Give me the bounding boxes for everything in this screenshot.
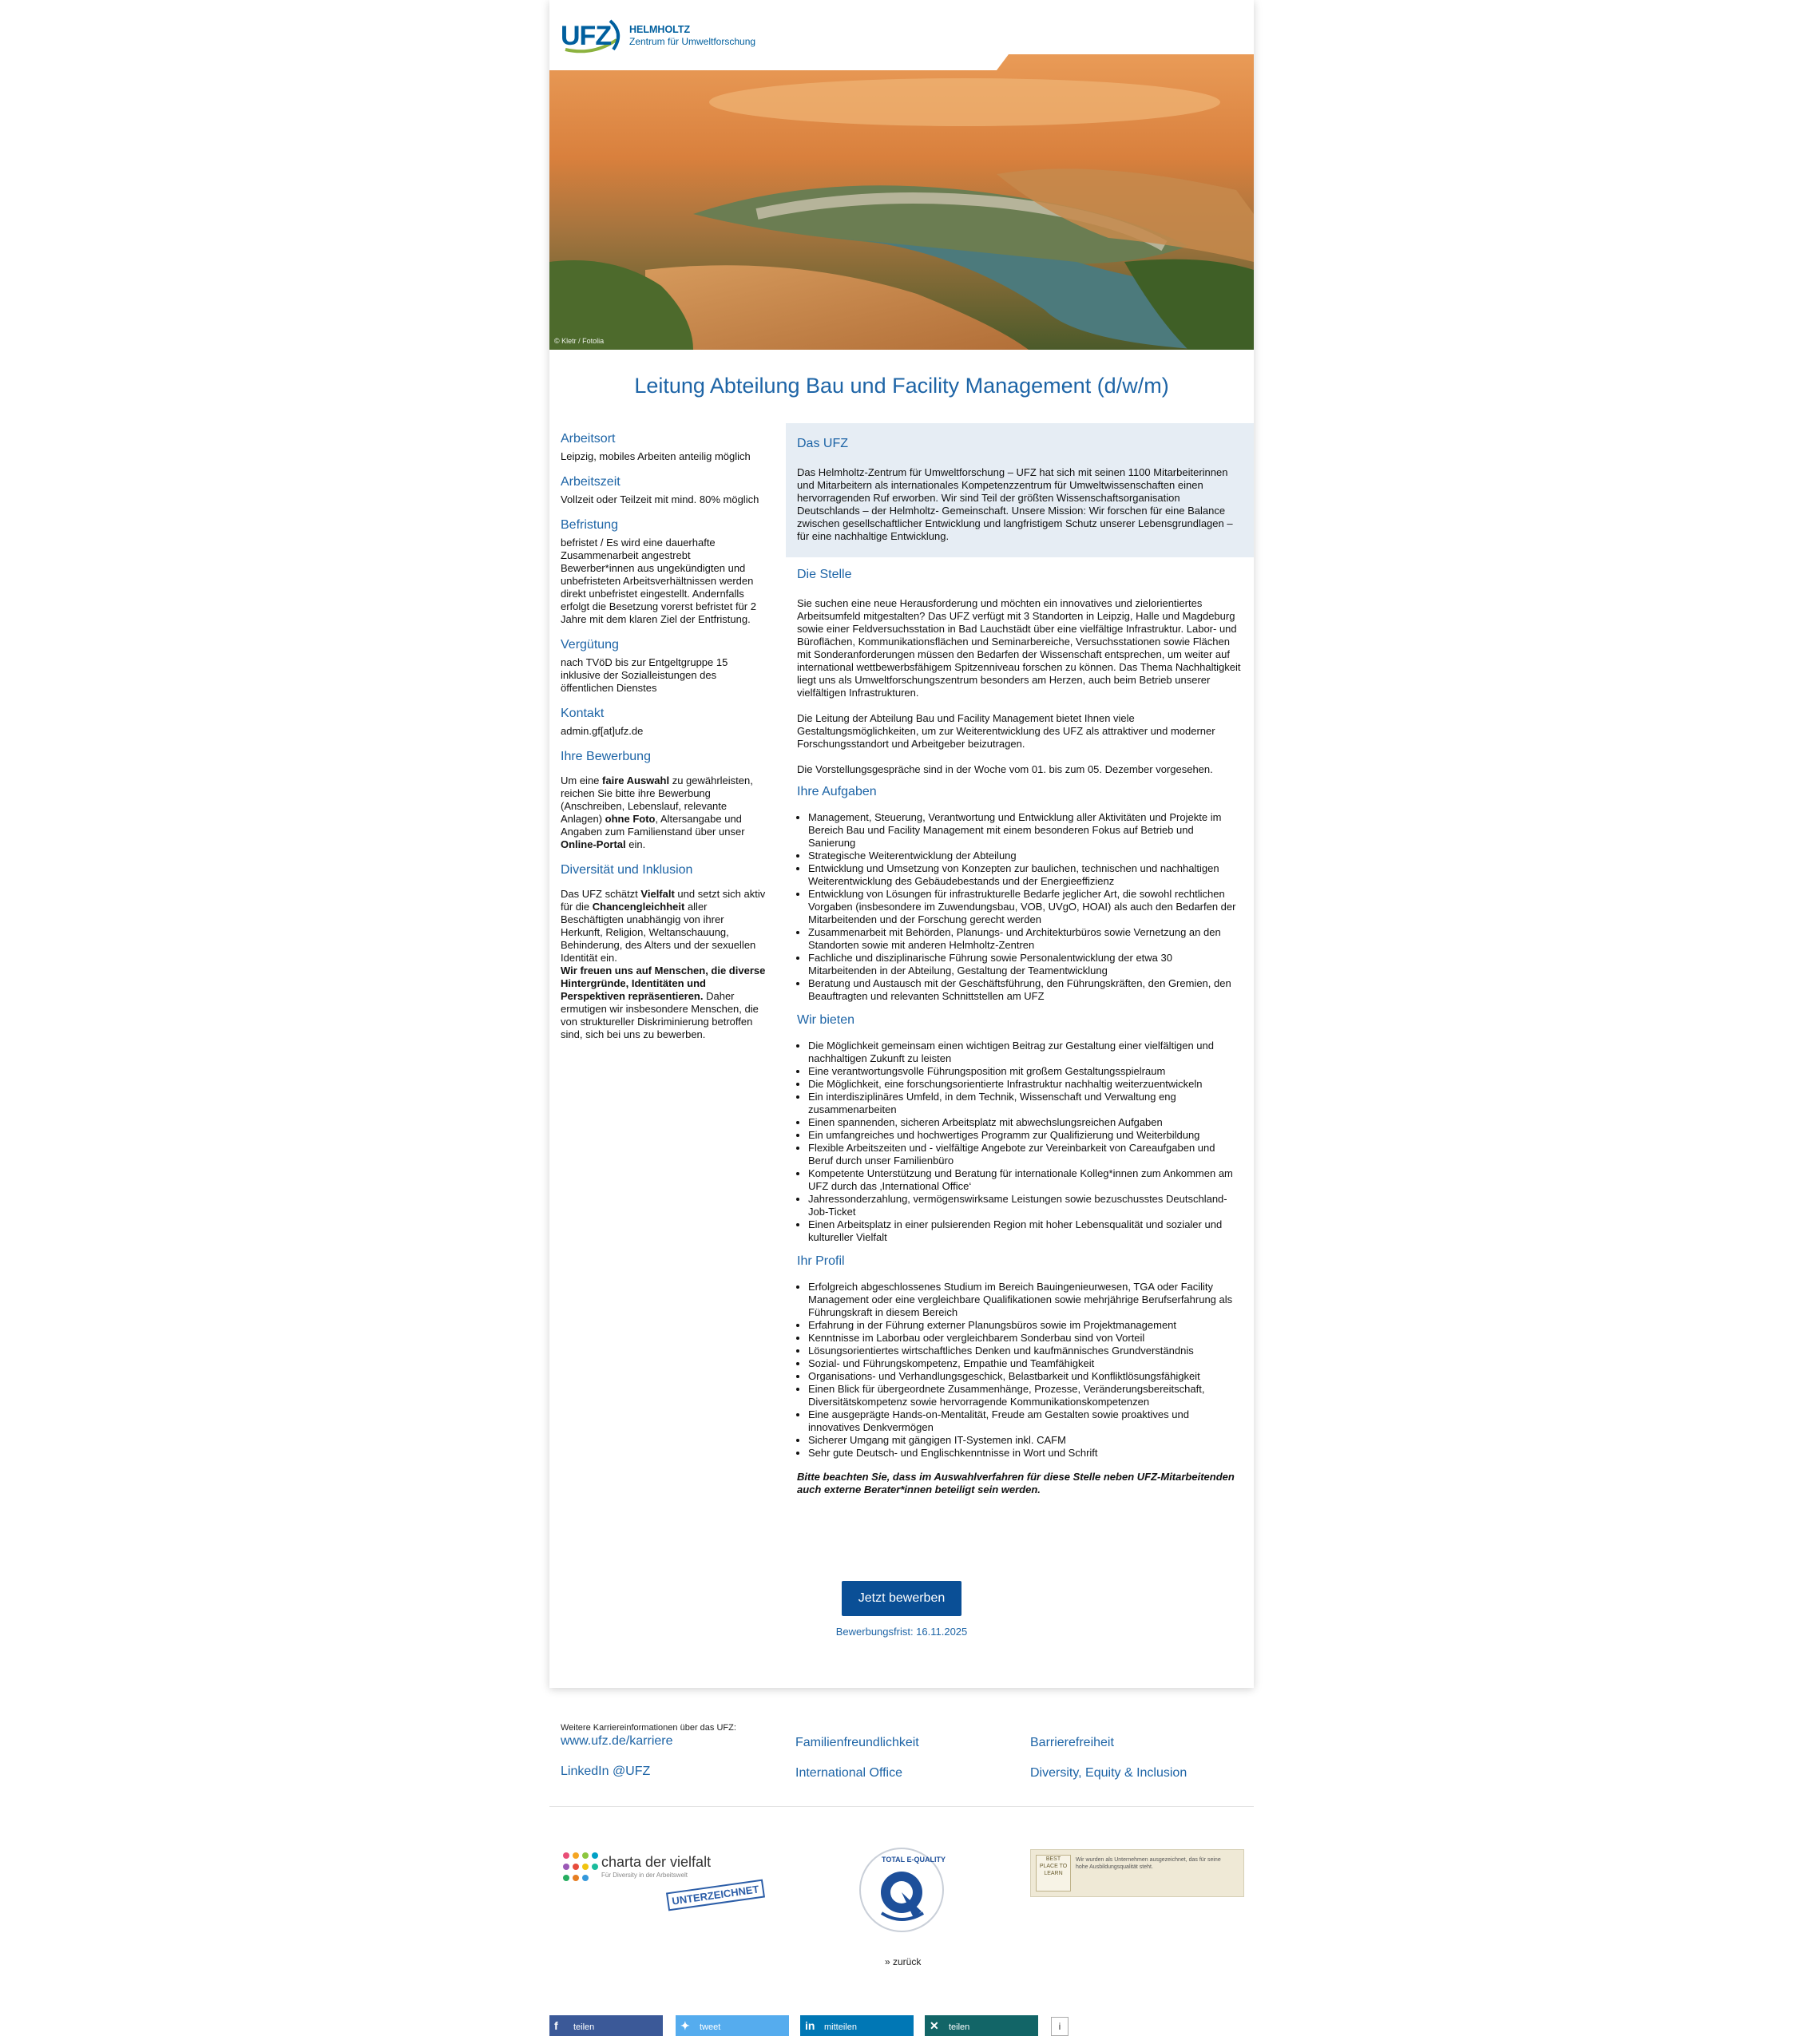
sidebar-info (561, 433, 767, 1054)
profil-item: • Sehr gute Deutsch- und Englischkenntnisse in Wort und Schrift (808, 1447, 1243, 1460)
ufz-text: Das Helmholtz-Zentrum für Umweltforschung – UFZ hat sich mit seinen 1100 Mitarbeiterinnen und Mitarbeitern als internationales Kompetenzzentrum für Umweltwissenschaften einen hervorragenden Ruf erworben. Wir sind Teil der größten Wissenschaftsorganisation Deutschlands – der Helmholtz- Gemeinschaft. Unsere Mission: Wir forschen für eine Balance zwischen gesellschaftlicher Entwicklung und langfristigem Schutz unserer Lebensgrundlagen – für eine nachhaltige Entwicklung. (797, 466, 1233, 542)
text-span: Daher ermutigen wir insbesondere Menschen, die von struktureller Diskriminierung betroffen sind, sich bei uns zu bewerben. (561, 990, 759, 1040)
diversitaet-text (561, 888, 767, 1041)
profil-item: • Eine ausgeprägte Hands-on-Mentalität, Freude am Gestalten sowie proaktives und innovatives Denkvermögen (808, 1408, 1243, 1434)
bold-span: Vielfalt (640, 888, 675, 900)
linkedin-link[interactable]: LinkedIn @UFZ (561, 1765, 651, 1778)
profil-item: • Einen Blick für übergeordnete Zusammenhänge, Prozesse, Veränderungsbereitschaft, Diversitätskompetenz sowie hervorragende Kommunikationskompetenzen (808, 1383, 1243, 1408)
aufgaben-item: • Beratung und Austausch mit der Geschäftsführung, den Führungskräften, den Gremien, den Beauftragten und relevanten Schnittstellen am UFZ (808, 977, 1243, 1003)
diversitaet-label: Diversität und Inklusion (561, 863, 693, 877)
bold-span: Chancengleichheit (592, 901, 685, 913)
main-content (786, 423, 1254, 1509)
barrierefreiheit-link[interactable]: Barrierefreiheit (1030, 1736, 1114, 1749)
text-span: ein. (625, 838, 646, 850)
total-e-quality-label: TOTAL E-QUALITY (882, 1856, 946, 1864)
charta-der-vielfalt-badge[interactable] (561, 1851, 777, 1915)
bewerbung-label: Ihre Bewerbung (561, 750, 651, 763)
bewerbung-text (561, 774, 767, 851)
bp-text: Wir wurden als Unternehmen ausgezeichnet, das für seine hohe Ausbildungsqualität steht. (1076, 1857, 1221, 1870)
text-span: Um eine (561, 774, 603, 786)
share-info-button[interactable]: i (1051, 2017, 1069, 2036)
linkedin-share-button[interactable] (800, 2015, 914, 2036)
aufgaben-section (786, 786, 1254, 1003)
logo-line2: Zentrum für Umweltforschung (629, 36, 756, 47)
bieten-item: • Eine verantwortungsvolle Führungsposition mit großem Gestaltungsspielraum (808, 1065, 1243, 1078)
bieten-section (786, 1014, 1254, 1244)
aufgaben-item: • Zusammenarbeit mit Behörden, Planungs- und Architekturbüros sowie Vernetzung an den Standorten sowie mit anderen Helmholtz-Zentren (808, 926, 1243, 952)
kontakt-email[interactable]: admin.gf[at]ufz.de (561, 725, 644, 737)
profil-list (797, 1281, 1243, 1460)
job-card (549, 0, 1254, 1688)
online-portal-link[interactable]: Online-Portal (561, 838, 626, 850)
facebook-icon: f (554, 2019, 558, 2032)
bieten-item: • Ein umfangreiches und hochwertiges Programm zur Qualifizierung und Weiterbildung (808, 1129, 1243, 1142)
landscape-image (549, 54, 1254, 350)
dei-link[interactable]: Diversity, Equity & Inclusion (1030, 1766, 1187, 1780)
verguetung-value: nach TVöD bis zur Entgeltgruppe 15 inklusive der Sozialleistungen des öffentlichen Dienstes (561, 656, 728, 694)
aufgaben-item: • Entwicklung von Lösungen für infrastrukturelle Bedarfe jeglicher Art, die sowohl rechtlichen Vorgaben (insbesondere im Zuwendungsbau, VOB, UVgO, HOAI) als auch den Bedarfen der Mitarbeitenden und der Forschung gerecht werden (808, 888, 1243, 926)
aufgaben-item: • Management, Steuerung, Verantwortung und Entwicklung aller Aktivitäten und Projekte im Bereich Bau und Facility Management mit einem besonderen Fokus auf Betrieb und Sanierung (808, 811, 1243, 850)
kontakt-label: Kontakt (561, 707, 605, 720)
aufgaben-item: • Strategische Weiterentwicklung der Abteilung (808, 850, 1243, 862)
stelle-section (786, 557, 1254, 776)
charta-dots-icon (561, 1851, 600, 1884)
aufgaben-item: • Fachliche und disziplinarische Führung sowie Personalentwicklung der etwa 30 Mitarbeitenden in der Abteilung, Gestaltung der Teamentwicklung (808, 952, 1243, 977)
arbeitszeit-label: Arbeitszeit (561, 475, 620, 489)
aufgaben-list (797, 811, 1243, 1003)
total-e-quality-badge[interactable] (858, 1846, 946, 1934)
footer-intro: Weitere Karriereinformationen über das UFZ: (561, 1723, 736, 1733)
profil-item: • Organisations- und Verhandlungsgeschick, Belastbarkeit und Konfliktlösungsfähigkeit (808, 1370, 1243, 1383)
bold-span: ohne Foto (605, 813, 656, 825)
bieten-item: • Jahressonderzahlung, vermögenswirksame Leistungen sowie bezuschusstes Deutschland-Job-Ticket (808, 1193, 1243, 1218)
arbeitsort-label: Arbeitsort (561, 432, 616, 446)
bieten-item: • Einen spannenden, sicheren Arbeitsplatz mit abwechslungsreichen Aufgaben (808, 1116, 1243, 1129)
text-span: Das UFZ schätzt (561, 888, 641, 900)
bieten-item: • Die Möglichkeit gemeinsam einen wichtigen Beitrag zur Gestaltung einer vielfältigen und nachhaltigen Zukunft zu leisten (808, 1040, 1243, 1065)
xing-share-button[interactable] (925, 2015, 1038, 2036)
logo-brand: UFZ (561, 21, 612, 51)
facebook-share-label: teilen (573, 2022, 595, 2032)
bieten-item: • Die Möglichkeit, eine forschungsorientierte Infrastruktur nachhaltig weiterzuentwickeln (808, 1078, 1243, 1091)
profil-item: • Sozial- und Führungskompetenz, Empathie und Teamfähigkeit (808, 1357, 1243, 1370)
twitter-share-label: tweet (700, 2022, 721, 2032)
bieten-item: • Einen Arbeitsplatz in einer pulsierenden Region mit hoher Lebensqualität und sozialer und kultureller Vielfalt (808, 1218, 1243, 1244)
bold-span: faire Auswahl (602, 774, 670, 786)
back-link[interactable]: » zurück (885, 1956, 922, 1967)
page-title: Leitung Abteilung Bau und Facility Management (d/w/m) (634, 374, 1169, 398)
profil-heading: Ihr Profil (797, 1254, 845, 1268)
stelle-heading: Die Stelle (797, 568, 852, 581)
profil-item: • Kenntnisse im Laborbau oder vergleichbarem Sonderbau sind von Vorteil (808, 1332, 1243, 1345)
arbeitszeit-value: Vollzeit oder Teilzeit mit mind. 80% möglich (561, 493, 759, 505)
bp-title: BEST PLACE TO LEARN (1039, 1856, 1068, 1876)
charta-title: charta der vielfalt (601, 1854, 712, 1870)
text-span: aller Beschäftigten unabhängig von ihrer Herkunft, Religion, Weltanschauung, Behinderung, des Alters und der sexuellen Identität ein. (561, 901, 756, 964)
bold-span: Wir freuen uns auf Menschen, die diverse Hintergründe, Identitäten und Perspektiven repräsentieren. (561, 965, 766, 1002)
xing-share-label: teilen (949, 2022, 970, 2032)
aufgaben-heading: Ihre Aufgaben (797, 785, 877, 798)
footer-divider (549, 1806, 1254, 1807)
text-span: zu gewährleisten, reichen Sie bitte ihre Bewerbung (Anschreiben, Lebenslauf, relevante Anlagen) (561, 774, 753, 825)
profil-item: • Sicherer Umgang mit gängigen IT-Systemen inkl. CAFM (808, 1434, 1243, 1447)
image-credit: © Kletr / Fotolia (554, 337, 605, 345)
xing-icon: ✕ (930, 2019, 939, 2032)
logo-text (629, 24, 755, 48)
hero-image (549, 54, 1254, 350)
twitter-icon: ✦ (680, 2019, 690, 2032)
linkedin-icon: in (805, 2019, 815, 2032)
karriere-link[interactable]: www.ufz.de/karriere (561, 1734, 673, 1748)
ufz-intro-box (786, 423, 1254, 557)
charta-stamp: UNTERZEICHNET (666, 1880, 765, 1911)
international-office-link[interactable]: International Office (795, 1766, 903, 1780)
bieten-item: • Ein interdisziplinäres Umfeld, in dem Technik, Wissenschaft und Verwaltung eng zusammenarbeiten (808, 1091, 1243, 1116)
bieten-list (797, 1040, 1243, 1244)
hinweis-note: Bitte beachten Sie, dass im Auswahlverfahren für diese Stelle neben UFZ-Mitarbeitenden auch externe Berater*innen beteiligt sein werden. (797, 1471, 1235, 1495)
ufz-heading: Das UFZ (797, 437, 848, 450)
stelle-p3: Die Vorstellungsgespräche sind in der Woche vom 01. bis zum 05. Dezember vorgesehen. (797, 763, 1213, 775)
arbeitsort-value: Leipzig, mobiles Arbeiten anteilig möglich (561, 450, 751, 462)
best-place-to-learn-badge[interactable] (1030, 1849, 1244, 1897)
bieten-item: • Flexible Arbeitszeiten und - vielfältige Angebote zur Vereinbarkeit von Careaufgaben und Beruf durch unser Familienbüro (808, 1142, 1243, 1167)
application-deadline: Bewerbungsfrist: 16.11.2025 (835, 1626, 968, 1638)
aufgaben-item: • Entwicklung und Umsetzung von Konzepten zur baulichen, technischen und nachhaltigen Weiterentwicklung des Gebäudebestands und der Energieeffizienz (808, 862, 1243, 888)
charta-subtitle: Für Diversity in der Arbeitswelt (601, 1872, 688, 1879)
facebook-share-button[interactable] (549, 2015, 663, 2036)
logo-line1: HELMHOLTZ (629, 24, 691, 35)
stelle-p1: Sie suchen eine neue Herausforderung und möchten ein innovatives und zielorientiertes Arbeitsumfeld mitgestalten? Das UFZ verfügt mit 3 Standorten in Leipzig, Halle und Magdeburg sowie einer Feldversuchsstation in Bad Lauchstädt über eine vielfältige Infrastruktur. Labor- und Büroflächen, Kommunikationsflächen und Seminarbereiche, Versuchsstationen sowie Flächen mit Sonderanforderungen müssen den Bedarfen der Wissenschaft entsprechen, um weiter auf international wettbewerbsfähigem Spitzenniveau forschen zu können. Das Thema Nachhaltigkeit liegt uns als Umweltforschungszentrum besonders am Herzen, auch beim Betrieb unserer vielfältigen Infrastrukturen. (797, 597, 1241, 699)
profil-item: • Erfolgreich abgeschlossenes Studium im Bereich Bauingenieurwesen, TGA oder Facility Management oder eine vergleichbare Qualifikationen sowie mehrjährige Berufserfahrung als Führungskraft in diesem Bereich (808, 1281, 1243, 1319)
twitter-share-button[interactable] (676, 2015, 789, 2036)
text-span: und setzt sich aktiv für die (561, 888, 766, 913)
text-span: , Altersangabe und Angaben zum Familienstand über unser (561, 813, 745, 838)
bieten-heading: Wir bieten (797, 1013, 855, 1027)
profil-section (786, 1255, 1254, 1496)
verguetung-label: Vergütung (561, 638, 619, 652)
linkedin-share-label: mitteilen (824, 2022, 857, 2032)
bp-seal (1036, 1855, 1071, 1891)
befristung-value: befristet / Es wird eine dauerhafte Zusammenarbeit angestrebt Bewerber*innen aus ungekündigten und unbefristeten Arbeitsverhältnissen werden direkt unbefristet eingestellt. Andernfalls erfolgt die Besetzung vorerst befristet für 2 Jahre mit dem klaren Ziel der Entfristung. (561, 537, 756, 625)
befristung-label: Befristung (561, 518, 619, 532)
profil-item: • Erfahrung in der Führung externer Planungsbüros sowie im Projektmanagement (808, 1319, 1243, 1332)
familie-link[interactable]: Familienfreundlichkeit (795, 1736, 919, 1749)
stelle-p2: Die Leitung der Abteilung Bau und Facility Management bietet Ihnen viele Gestaltungsmöglichkeiten, um zur Weiterentwicklung des UFZ als attraktiver und moderner Forschungsstandort und Arbeitgeber beizutragen. (797, 712, 1215, 750)
apply-button[interactable]: Jetzt bewerben (842, 1581, 961, 1616)
bieten-item: • Kompetente Unterstützung und Beratung für internationale Kolleg*innen zum Ankommen am UFZ durch das ‚International Office‘ (808, 1167, 1243, 1193)
profil-item: • Lösungsorientiertes wirtschaftliches Denken und kaufmännisches Grundverständnis (808, 1345, 1243, 1357)
